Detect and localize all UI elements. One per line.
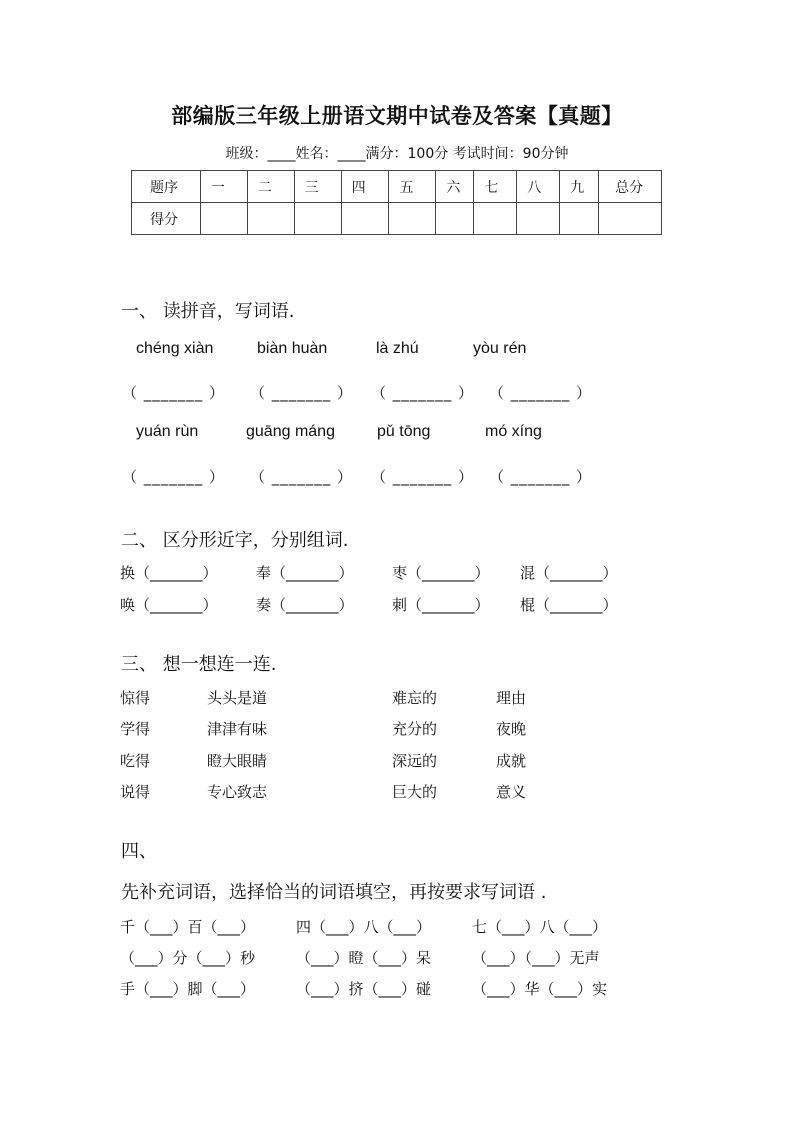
score-cell[interactable] — [599, 203, 662, 235]
match-right-word[interactable]: 理由 — [496, 689, 527, 707]
idiom-fill-item[interactable]: （___）华（___）实 — [472, 980, 608, 998]
idiom-fill-item[interactable]: （___）分（___）秒 — [120, 949, 256, 967]
match-left-word[interactable]: 说得 — [120, 783, 151, 801]
score-cell[interactable] — [247, 203, 294, 235]
section2-heading: 二、 区分形近字，分别组词. — [121, 530, 349, 551]
answer-blank[interactable]: （ _______ ） — [250, 384, 354, 402]
answer-blank[interactable]: （ _______ ） — [371, 468, 475, 486]
idiom-fill-item[interactable]: 四（___）八（___） — [296, 918, 432, 936]
answer-blank[interactable]: （ _______ ） — [489, 468, 593, 486]
idiom-fill-item[interactable]: （___）（___）无声 — [472, 949, 600, 967]
match-left-word[interactable]: 难忘的 — [392, 689, 438, 707]
match-right-word[interactable]: 专心致志 — [207, 783, 268, 801]
match-left-word[interactable]: 充分的 — [392, 720, 438, 738]
score-header-cell: 七 — [474, 171, 517, 203]
score-cell[interactable] — [294, 203, 341, 235]
match-left-word[interactable]: 惊得 — [120, 689, 151, 707]
section4-instruction: 先补充词语，选择恰当的词语填空，再按要求写词语 . — [121, 882, 547, 903]
pinyin-item: chéng xiàn — [136, 340, 214, 357]
char-word-item[interactable]: 棍（_______） — [520, 596, 618, 614]
idiom-fill-item[interactable]: （___）挤（___）碰 — [296, 980, 432, 998]
match-left-word[interactable]: 学得 — [120, 720, 151, 738]
score-header-cell: 六 — [436, 171, 474, 203]
score-header-cell: 三 — [294, 171, 341, 203]
pinyin-item: yòu rén — [473, 340, 527, 357]
idiom-fill-item[interactable]: 七（___）八（___） — [472, 918, 608, 936]
idiom-fill-item[interactable]: 手（___）脚（___） — [120, 980, 256, 998]
match-right-word[interactable]: 头头是道 — [207, 689, 268, 707]
score-cell[interactable] — [517, 203, 560, 235]
char-word-item[interactable]: 刺（_______） — [392, 596, 490, 614]
section4-heading: 四、 — [121, 841, 157, 862]
idiom-fill-item[interactable]: （___）瞪（___）呆 — [296, 949, 432, 967]
header-info-line: 班级：____姓名：____满分：100分 考试时间：90分钟 — [225, 146, 569, 162]
score-table-header-row — [132, 171, 662, 203]
page-title: 部编版三年级上册语文期中试卷及答案【真题】 — [171, 103, 623, 128]
score-header-cell: 二 — [247, 171, 294, 203]
answer-blank[interactable]: （ _______ ） — [122, 468, 226, 486]
match-left-word[interactable]: 吃得 — [120, 752, 151, 770]
match-right-word[interactable]: 成就 — [496, 752, 527, 770]
match-right-word[interactable]: 瞪大眼睛 — [207, 752, 268, 770]
score-header-cell: 四 — [341, 171, 389, 203]
section1-heading: 一、 读拼音，写词语. — [121, 301, 295, 322]
char-word-item[interactable]: 奉（_______） — [256, 564, 354, 582]
answer-blank[interactable]: （ _______ ） — [250, 468, 354, 486]
pinyin-item: biàn huàn — [257, 340, 328, 357]
char-word-item[interactable]: 换（_______） — [120, 564, 218, 582]
score-table-score-row — [132, 203, 662, 235]
answer-blank[interactable]: （ _______ ） — [371, 384, 475, 402]
match-right-word[interactable]: 津津有味 — [207, 720, 268, 738]
score-cell[interactable] — [200, 203, 247, 235]
match-left-word[interactable]: 深远的 — [392, 752, 438, 770]
score-header-cell: 一 — [200, 171, 247, 203]
score-cell[interactable] — [341, 203, 389, 235]
pinyin-item: guāng máng — [246, 423, 335, 440]
answer-blank[interactable]: （ _______ ） — [122, 384, 226, 402]
score-header-cell: 总分 — [599, 171, 662, 203]
pinyin-item: pǔ tōng — [377, 423, 431, 440]
char-word-item[interactable]: 枣（_______） — [392, 564, 490, 582]
answer-blank[interactable]: （ _______ ） — [489, 384, 593, 402]
char-word-item[interactable]: 唤（_______） — [120, 596, 218, 614]
pinyin-item: là zhú — [376, 340, 419, 357]
score-cell[interactable] — [389, 203, 436, 235]
idiom-fill-item[interactable]: 千（___）百（___） — [120, 918, 256, 936]
pinyin-item: mó xíng — [485, 423, 542, 440]
char-word-item[interactable]: 混（_______） — [520, 564, 618, 582]
section3-heading: 三、 想一想连一连. — [121, 654, 277, 675]
score-cell[interactable] — [560, 203, 599, 235]
score-header-cell: 八 — [517, 171, 560, 203]
match-right-word[interactable]: 夜晚 — [496, 720, 527, 738]
match-right-word[interactable]: 意义 — [496, 783, 527, 801]
score-header-cell: 五 — [389, 171, 436, 203]
score-header-cell: 九 — [560, 171, 599, 203]
score-row-label: 得分 — [132, 203, 201, 235]
score-header-cell: 题序 — [132, 171, 201, 203]
score-cell[interactable] — [436, 203, 474, 235]
score-table — [131, 170, 662, 235]
score-cell[interactable] — [474, 203, 517, 235]
match-left-word[interactable]: 巨大的 — [392, 783, 438, 801]
char-word-item[interactable]: 奏（_______） — [256, 596, 354, 614]
pinyin-item: yuán rùn — [136, 423, 199, 440]
